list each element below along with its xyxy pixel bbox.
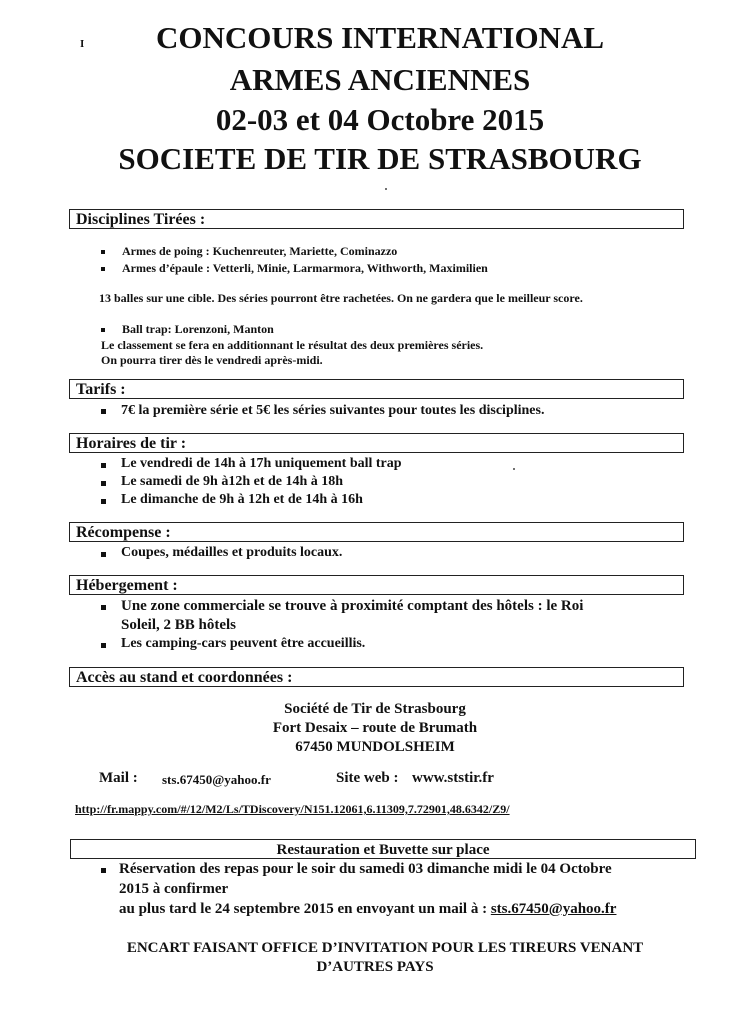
horaire-item: Le samedi de 9h à12h et de 14h à 18h: [121, 474, 344, 489]
section-heading-tarifs: Tarifs :: [69, 379, 684, 399]
recompense-item: Coupes, médailles et produits locaux.: [121, 545, 343, 560]
map-link[interactable]: http://fr.mappy.com/#/12/M2/Ls/TDiscovery/N151.12061,6.11309,7.72901,48.6342/Z9/: [75, 802, 510, 816]
horaire-item: Le dimanche de 9h à 12h et de 14h à 16h: [121, 492, 363, 507]
address-line: Fort Desaix – route de Brumath: [272, 720, 478, 736]
hebergement-item: Une zone commerciale se trouve à proximité comptant des hôtels : le Roi: [121, 598, 584, 614]
address-line: Société de Tir de Strasbourg: [284, 701, 466, 717]
section-heading-recompense: Récompense :: [69, 522, 684, 542]
site-label: Site web :: [336, 770, 399, 786]
restauration-line: Réservation des repas pour le soir du samedi 03 dimanche midi le 04 Octobre: [119, 861, 612, 877]
section-heading-acces: Accès au stand et coordonnées :: [69, 667, 684, 687]
bullet-icon: [101, 250, 105, 254]
discipline-item: Armes d’épaule : Vetterli, Minie, Larmarmora, Withworth, Maximilien: [122, 261, 488, 275]
page-mark: I: [80, 38, 85, 50]
restauration-line: [119, 901, 616, 918]
section-heading-horaires: Horaires de tir :: [69, 433, 684, 453]
horaire-item: Le vendredi de 14h à 17h uniquement ball trap: [121, 456, 402, 471]
hebergement-item-continued: Soleil, 2 BB hôtels: [121, 617, 237, 633]
bullet-icon: [101, 267, 105, 271]
footer-line: ENCART FAISANT OFFICE D’INVITATION POUR LES TIREURS VENANT: [126, 940, 644, 956]
restauration-mail-link[interactable]: sts.67450@yahoo.fr: [490, 901, 617, 917]
ranking-line: On pourra tirer dès le vendredi après-midi.: [101, 353, 323, 367]
title-line-3: 02-03 et 04 Octobre 2015: [215, 102, 545, 137]
scan-speck: [385, 188, 387, 190]
bullet-icon: [101, 643, 106, 648]
bullet-icon: [101, 552, 106, 557]
bullet-icon: [101, 409, 106, 414]
footer-line: D’AUTRES PAYS: [316, 959, 434, 975]
section-heading-disciplines: Disciplines Tirées :: [69, 209, 684, 229]
section-heading-hebergement: Hébergement :: [69, 575, 684, 595]
title-line-1: CONCOURS INTERNATIONAL: [155, 20, 605, 55]
ball-trap-item: Ball trap: Lorenzoni, Manton: [122, 322, 274, 336]
restauration-deadline-text: au plus tard le 24 septembre 2015 en envoyant un mail à :: [119, 901, 491, 917]
title-line-4: SOCIETE DE TIR DE STRASBOURG: [118, 141, 642, 176]
hebergement-item: Les camping-cars peuvent être accueillis.: [121, 636, 366, 651]
discipline-item: Armes de poing : Kuchenreuter, Mariette, Cominazzo: [122, 244, 398, 258]
scan-speck: [513, 468, 515, 470]
restauration-line: 2015 à confirmer: [119, 881, 229, 897]
title-line-2: ARMES ANCIENNES: [229, 62, 531, 97]
section-heading-restauration: Restauration et Buvette sur place: [70, 839, 696, 859]
discipline-note: 13 balles sur une cible. Des séries pourront être rachetées. On ne gardera que le meilleur score.: [99, 291, 583, 305]
bullet-icon: [101, 868, 106, 873]
ranking-line: Le classement se fera en additionnant le résultat des deux premières séries.: [101, 338, 484, 352]
tarif-item: 7€ la première série et 5€ les séries suivantes pour toutes les disciplines.: [121, 403, 545, 418]
bullet-icon: [101, 605, 106, 610]
bullet-icon: [101, 463, 106, 468]
address-line: 67450 MUNDOLSHEIM: [295, 739, 455, 755]
bullet-icon: [101, 481, 106, 486]
bullet-icon: [101, 499, 106, 504]
site-address[interactable]: www.ststir.fr: [412, 770, 494, 786]
mail-address[interactable]: sts.67450@yahoo.fr: [162, 772, 271, 787]
bullet-icon: [101, 328, 105, 332]
mail-label: Mail :: [99, 770, 138, 786]
